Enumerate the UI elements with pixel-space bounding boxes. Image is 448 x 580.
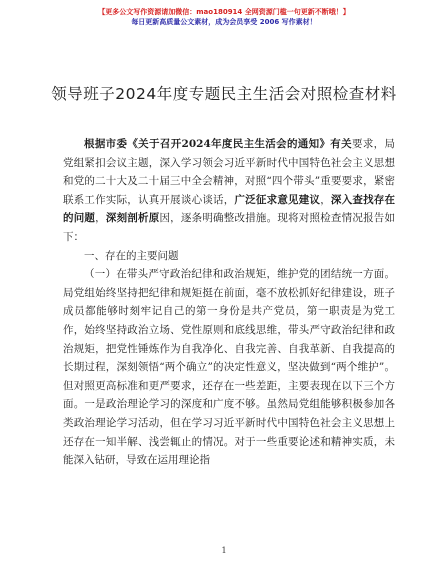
intro-text4: 因，逐条明确整改措施。现将对照检查情况报告如下： [63,212,396,243]
intro-text3: ， [95,212,106,225]
intro-text2: ， [320,193,331,206]
section-heading-1: 一、存在的主要问题 [84,249,179,262]
document-title: 领导班子2024年度专题民主生活会对照检查材料 [51,85,397,103]
intro-bold-lead: 根据市委《关于召开2024年度民主生活会的通知》有关 [84,138,352,150]
intro-bold2: 广泛征求意见建议 [234,193,321,206]
page-number: 1 [221,546,227,555]
promo-banner-line2: 每日更新高质量公文素材，成为会员享受 2006 写作素材！ [131,18,317,26]
item1-paragraph: （一）在带头严守政治纪律和政治规矩，维护党的团结统一方面。局党组始终坚持把纪律和规矩挺在前面，毫不放松抓好纪律建设，班子成员都能够时刻牢记自己的第一身份是共产党员，第一职责是为党工作，始终坚持政治立场、党性原则和底线思维，带头严守政治纪律和政治规矩，把党性锤炼作为自我净化、自我完善、自我革新、自我提高的长期过程，深刻领悟“两个确立”的决定性意义，坚决做到“两个维护”。但对照更高标准和更严要求，还存在一些差距，主要表现在以下三个方面。一是政治理论学习的深度和广度不够。虽然局党组能够积极参加各类政治理论学习活动，但在学习习近平新时代中国特色社会主义思想上还存在一知半解、浅尝辄止的情况。对于一些重要论述和精神实质，未能深入钻研，导致在运用理论指 [63,268,395,467]
promo-banner [0,7,448,27]
intro-bold3: 深入查找存在的问题 [63,193,396,225]
intro-paragraph [63,135,395,247]
document-body [63,135,395,470]
intro-text1: 要求，局党组紧扣会议主题，深入学习领会习近平新时代中国特色社会主义思想和党的二十大及二十届三中全会精神，对照“四个带头”重要要求，紧密联系工作实际，认真开展谈心谈话， [63,138,395,206]
promo-banner-line1: 【更多公文写作资源请加微信：mao180914 全网资源门槛一句更新不断哦！】 [98,8,350,16]
intro-bold4: 深刻剖析原 [105,212,160,225]
